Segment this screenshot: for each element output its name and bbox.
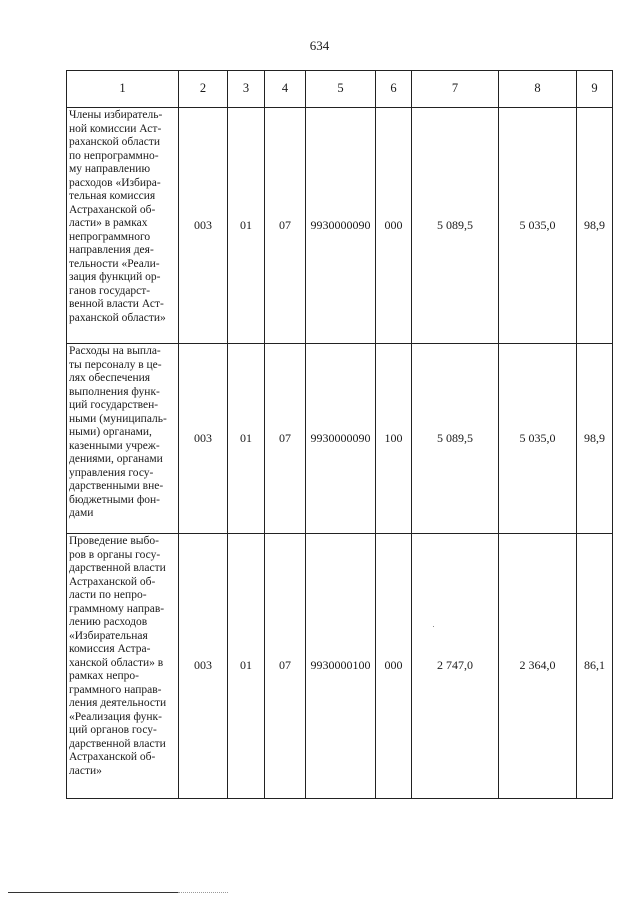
name-line: Члены избиратель- — [69, 109, 163, 121]
header-col-2: 2 — [179, 71, 228, 108]
header-col-4: 4 — [265, 71, 306, 108]
cell-subsection: 07 — [265, 534, 306, 799]
name-line: ласти» в рамках — [69, 217, 148, 229]
cell-executed: 5 035,0 — [499, 108, 577, 344]
name-line: «Реализация функ- — [69, 710, 162, 723]
cell-expense-type: 000 — [376, 534, 412, 799]
name-line: тельности «Реали- — [69, 257, 160, 270]
name-line: ций органов госу- — [69, 724, 157, 736]
name-line: Проведение выбо- — [69, 535, 159, 547]
name-line: ров в органы госу- — [69, 548, 161, 561]
page-number: 634 — [309, 38, 330, 53]
header-col-6: 6 — [376, 71, 412, 108]
cell-target-article: 9930000090 — [306, 344, 376, 534]
name-line: ласти» — [69, 764, 102, 777]
cell-section: 01 — [228, 534, 265, 799]
name-line: дами — [69, 507, 94, 519]
name-line: лях обеспечения — [69, 372, 151, 384]
cell-planned: 5 089,5 — [412, 108, 499, 344]
cell-ministry-code: 003 — [179, 108, 228, 344]
name-line: непрограммного — [69, 230, 151, 243]
name-line: дениями, органами — [69, 453, 163, 465]
cell-subsection: 07 — [265, 344, 306, 534]
cell-expense-type: 000 — [376, 108, 412, 344]
name-line: по непрограммно- — [69, 149, 159, 162]
cell-subsection: 07 — [265, 108, 306, 344]
name-line: ными) органами, — [69, 426, 152, 438]
row-name-cell — [67, 344, 179, 534]
name-line: Астраханской об- — [69, 575, 156, 588]
name-line: ными (муниципаль- — [69, 412, 167, 425]
name-line: раханской области — [69, 136, 161, 148]
cell-planned: 5 089,5 — [412, 344, 499, 534]
header-col-9: 9 — [577, 71, 613, 108]
table-row — [67, 344, 613, 534]
name-line: управления госу- — [69, 466, 154, 479]
row-name-cell — [67, 108, 179, 344]
cell-executed: 2 364,0 — [499, 534, 577, 799]
name-line: рамках непро- — [69, 670, 140, 682]
name-line: Астраханской об- — [69, 203, 156, 216]
header-col-5: 5 — [306, 71, 376, 108]
name-line: бюджетными фон- — [69, 493, 161, 506]
cell-percent: 86,1 — [577, 534, 613, 799]
name-line: ления деятельности — [69, 697, 167, 709]
header-col-8: 8 — [499, 71, 577, 108]
name-line: дарственной власти — [69, 737, 166, 750]
name-line: зация функций ор- — [69, 271, 161, 283]
cell-expense-type: 100 — [376, 344, 412, 534]
cell-ministry-code: 003 — [179, 534, 228, 799]
name-line: дарственными вне- — [69, 480, 164, 492]
name-line: ты персоналу в це- — [69, 358, 162, 371]
cell-target-article: 9930000090 — [306, 108, 376, 344]
cell-target-article: 9930000100 — [306, 534, 376, 799]
footer-rule-faint — [178, 892, 228, 893]
table-row — [67, 108, 613, 344]
name-line: Астраханской об- — [69, 751, 156, 763]
name-line: направления дея- — [69, 244, 154, 256]
name-line: граммному направ- — [69, 602, 165, 615]
table-header-row — [67, 71, 613, 108]
name-line: ганов государст- — [69, 284, 151, 297]
scan-speck — [433, 626, 434, 627]
name-line: венной власти Аст- — [69, 298, 164, 310]
name-line: граммного направ- — [69, 683, 162, 696]
name-line: расходов «Избира- — [69, 176, 161, 189]
name-line: казенными учреж- — [69, 439, 160, 452]
header-col-3: 3 — [228, 71, 265, 108]
name-line: ной комиссии Аст- — [69, 122, 162, 135]
name-line: «Избирательная — [69, 629, 148, 642]
cell-ministry-code: 003 — [179, 344, 228, 534]
name-line: лению расходов — [69, 616, 148, 628]
name-line: ласти по непро- — [69, 589, 147, 601]
budget-table — [66, 70, 613, 799]
header-col-1: 1 — [67, 71, 179, 108]
cell-planned: 2 747,0 — [412, 534, 499, 799]
cell-percent: 98,9 — [577, 344, 613, 534]
row-name-cell — [67, 534, 179, 799]
name-line: ций государствен- — [69, 399, 159, 411]
name-line: му направлению — [69, 163, 151, 175]
header-col-7: 7 — [412, 71, 499, 108]
footer-rule — [8, 892, 178, 893]
name-line: раханской области» — [69, 311, 166, 324]
cell-section: 01 — [228, 344, 265, 534]
cell-percent: 98,9 — [577, 108, 613, 344]
table-row — [67, 534, 613, 799]
name-line: выполнения функ- — [69, 385, 160, 398]
name-line: тельная комиссия — [69, 190, 156, 202]
name-line: Расходы на выпла- — [69, 345, 161, 357]
cell-section: 01 — [228, 108, 265, 344]
name-line: дарственной власти — [69, 562, 166, 574]
name-line: комиссия Астра- — [69, 643, 151, 655]
name-line: ханской области» в — [69, 656, 164, 669]
cell-executed: 5 035,0 — [499, 344, 577, 534]
